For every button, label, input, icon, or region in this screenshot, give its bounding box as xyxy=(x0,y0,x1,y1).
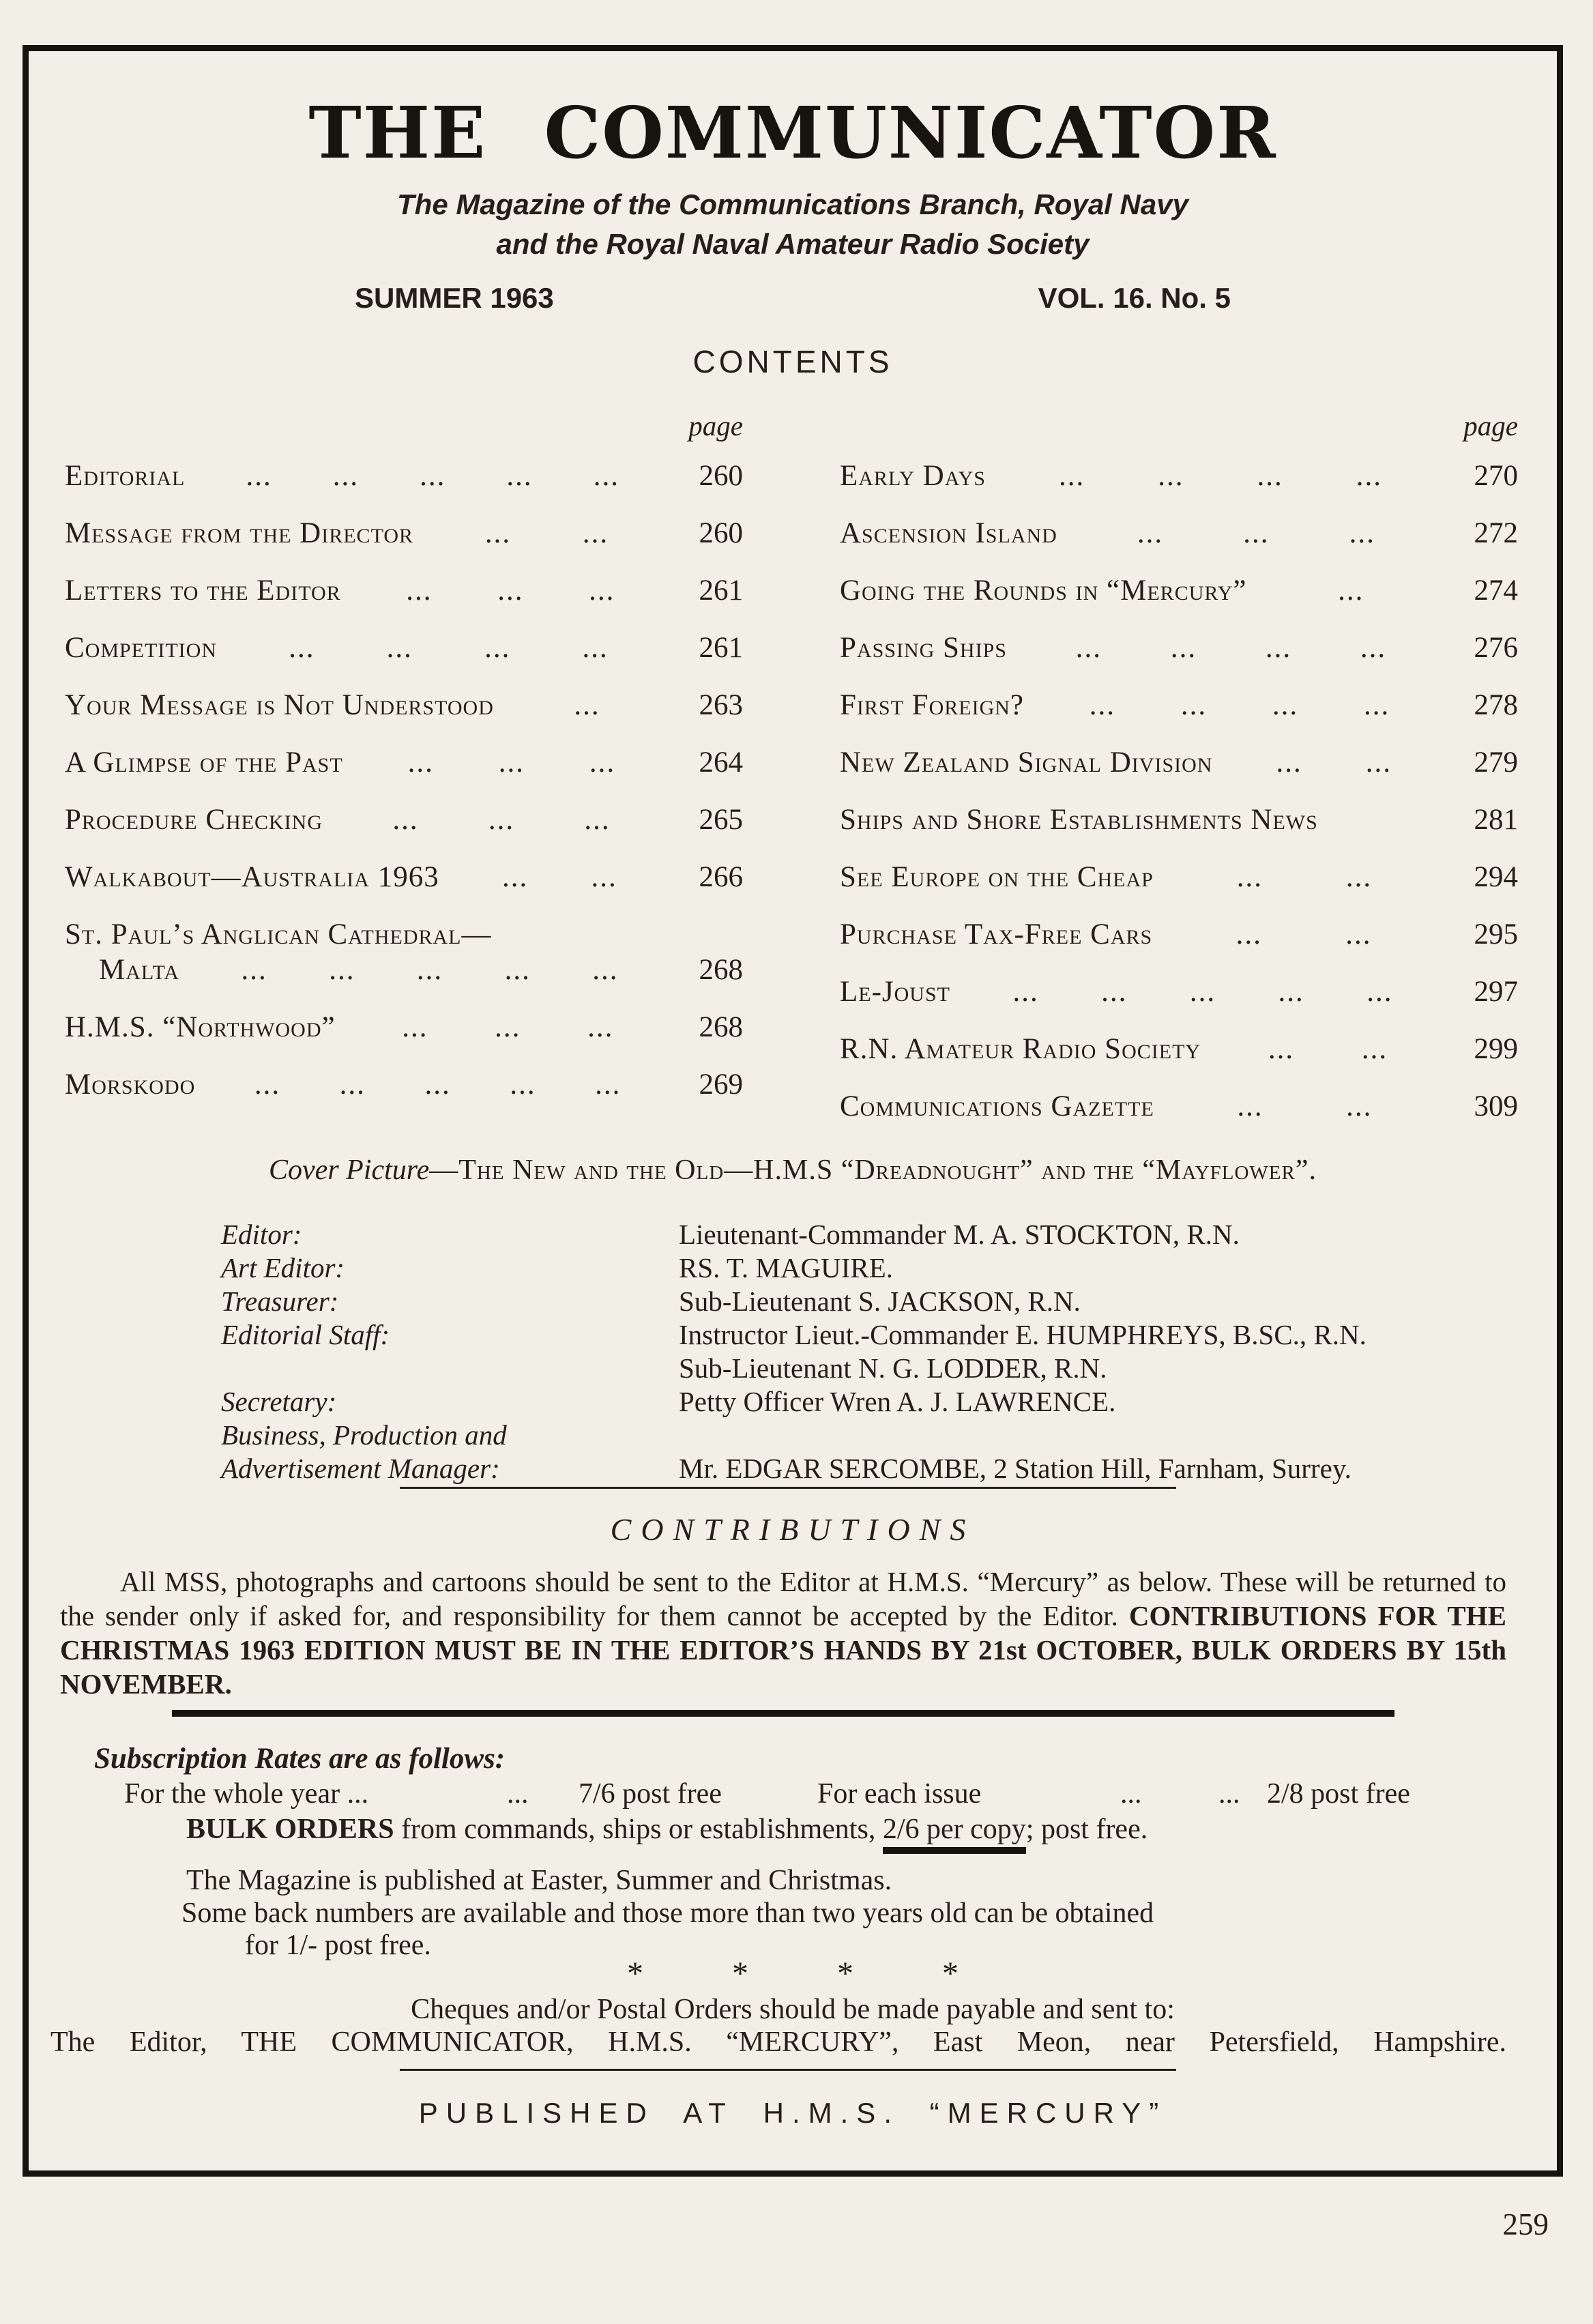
staff-role-label: Art Editor: xyxy=(221,1252,345,1283)
toc-entry xyxy=(840,577,1518,605)
staff-person-name: RS. T. MAGUIRE. xyxy=(679,1252,893,1283)
toc-entry xyxy=(840,1035,1518,1064)
toc-leader-dots: ... ... xyxy=(501,863,617,892)
toc-entry-page: 279 xyxy=(1474,746,1518,779)
toc-leader-dots: ... ... xyxy=(1276,749,1392,777)
toc-entry-page: 264 xyxy=(699,746,743,779)
leader-dots: ... xyxy=(1218,1778,1240,1810)
cover-picture-label: Cover Picture xyxy=(269,1154,430,1186)
toc-entry-title: Morskodo xyxy=(65,1069,196,1101)
contributions-text: All MSS, photographs and cartoons should be sent to the Editor at H.M.S. “Mercury” as below. These will be returned to the sender only if asked for, and responsibility for them cannot be accepted by the Editor. xyxy=(60,1566,1506,1631)
editor-address xyxy=(50,2026,1506,2059)
content-border-box xyxy=(23,45,1563,2177)
toc-leader-dots: ... ... ... ... ... xyxy=(246,462,619,491)
toc-entry xyxy=(840,691,1518,720)
toc-entry-title: A Glimpse of the Past xyxy=(65,746,343,779)
toc-entry xyxy=(840,634,1518,663)
toc-leader-dots: ... ... ... ... ... xyxy=(254,1071,622,1099)
toc-leader-dots: ... ... ... xyxy=(406,577,615,605)
toc-entry-page: 260 xyxy=(699,517,743,549)
back-numbers-line-1: Some back numbers are available and those more than two years old can be obtained xyxy=(181,1898,1154,1929)
staff-role-label: Advertisement Manager: xyxy=(221,1453,500,1484)
staff-person-name: Sub-Lieutenant S. JACKSON, R.N. xyxy=(679,1286,1081,1317)
toc-entry-page: 261 xyxy=(699,575,743,607)
toc-entry-page: 261 xyxy=(699,632,743,664)
subscription-rates-row xyxy=(29,1777,1557,1813)
staff-role-label: Treasurer: xyxy=(221,1286,339,1317)
toc-leader-dots: ... ... ... ... xyxy=(1089,691,1390,720)
staff-person-name: Lieutenant-Commander M. A. STOCKTON, R.N. xyxy=(679,1219,1240,1250)
toc-entry xyxy=(65,691,743,720)
bulk-orders-tail: ; post free. xyxy=(1025,1814,1148,1845)
contributions-heading: CONTRIBUTIONS xyxy=(610,1512,976,1547)
published-at-note: PUBLISHED AT H.M.S. “MERCURY” xyxy=(418,2097,1167,2129)
toc-entry-title: H.M.S. “Northwood” xyxy=(65,1011,336,1043)
toc-entry-title: See Europe on the Cheap xyxy=(840,861,1154,893)
contributions-deadline: CONTRIBUTIONS FOR THE CHRISTMAS 1963 EDITION MUST BE IN THE EDITOR’S HANDS BY 21st OCTOBER, BULK ORDERS BY 15th NOVEMBER. xyxy=(60,1600,1506,1700)
toc-entry-page: 281 xyxy=(1474,804,1518,836)
toc-entry xyxy=(65,920,743,949)
toc-entry-page: 268 xyxy=(699,1011,743,1043)
toc-entry xyxy=(840,978,1518,1006)
staff-row xyxy=(221,1352,1367,1385)
toc-leader-dots: ... ... xyxy=(1268,1035,1388,1064)
toc-entry xyxy=(65,462,743,491)
toc-entry-page: 295 xyxy=(1474,918,1518,950)
toc-leader-dots: ... ... xyxy=(1236,920,1372,949)
toc-entry xyxy=(65,746,743,779)
staff-role-label: Editorial Staff: xyxy=(221,1319,390,1350)
cover-picture-text: —The New and the Old—H.M.S “Dreadnought” and the “Mayflower”. xyxy=(429,1154,1317,1186)
cover-picture-note xyxy=(29,1154,1557,1187)
toc-entry xyxy=(65,956,743,985)
toc-entry xyxy=(65,1013,743,1042)
toc-entry xyxy=(65,519,743,548)
toc-entry-title: Walkabout—Australia 1963 xyxy=(65,861,439,893)
staff-role-label: Business, Production and xyxy=(221,1419,507,1451)
page-column-label: page xyxy=(1463,410,1518,441)
contributions-paragraph xyxy=(60,1565,1506,1701)
toc-leader-dots: ... ... ... xyxy=(407,749,616,777)
toc-entry-title: Communications Gazette xyxy=(840,1090,1154,1122)
staff-row xyxy=(221,1285,1367,1318)
staff-person-name: Sub-Lieutenant N. G. LODDER, R.N. xyxy=(679,1352,1107,1384)
toc-entry xyxy=(65,634,743,663)
toc-entry xyxy=(65,1071,743,1099)
magazine-subtitle xyxy=(29,185,1557,264)
toc-entry-page: 268 xyxy=(699,954,743,986)
staff-person-name: Mr. EDGAR SERCOMBE, 2 Station Hill, Farnham, Surrey. xyxy=(679,1453,1351,1484)
toc-entry-page: 270 xyxy=(1474,460,1518,492)
each-issue-label: For each issue xyxy=(817,1778,982,1810)
toc-leader-dots: ... xyxy=(574,691,600,720)
staff-row xyxy=(221,1318,1367,1352)
issue-date: SUMMER 1963 xyxy=(355,282,554,314)
toc-entry-page: 269 xyxy=(699,1069,743,1101)
toc-entry xyxy=(840,806,1518,834)
toc-entry xyxy=(840,920,1518,949)
toc-entry xyxy=(840,746,1518,779)
toc-leader-dots: ... ... ... xyxy=(402,1013,614,1042)
toc-entry-page: 299 xyxy=(1474,1033,1518,1065)
editor-address-text: The Editor, THE COMMUNICATOR, H.M.S. “MERCURY”, East Meon, near Petersfield, Hampshire. xyxy=(50,2027,1506,2058)
staff-row xyxy=(221,1419,1367,1452)
toc-entry-page: 260 xyxy=(699,460,743,492)
contents-heading: CONTENTS xyxy=(692,344,893,379)
toc-left-column xyxy=(65,411,743,1150)
toc-entry-title: Malta xyxy=(99,954,180,986)
staff-role-label: Editor: xyxy=(221,1219,302,1250)
toc-entry-page: 297 xyxy=(1474,976,1518,1008)
toc-entry-page: 309 xyxy=(1474,1090,1518,1122)
back-numbers-line-2: for 1/- post free. xyxy=(245,1930,431,1961)
toc-entry-page: 294 xyxy=(1474,861,1518,893)
toc-leader-dots: ... ... ... ... ... xyxy=(1012,978,1393,1006)
toc-entry-page: 272 xyxy=(1474,517,1518,549)
toc-entry-page: 274 xyxy=(1474,575,1518,607)
toc-entry-title: Competition xyxy=(65,632,217,664)
toc-entry-title: Your Message is Not Understood xyxy=(65,689,494,721)
toc-entry-title: Procedure Checking xyxy=(65,804,323,836)
toc-entry-page: 278 xyxy=(1474,689,1518,721)
bulk-orders-price: 2/6 per copy xyxy=(883,1814,1026,1854)
toc-entry-page: 276 xyxy=(1474,632,1518,664)
whole-year-price: 7/6 post free xyxy=(579,1778,722,1810)
toc-entry xyxy=(65,806,743,834)
staff-row xyxy=(221,1452,1367,1485)
toc-leader-dots: ... ... ... ... ... xyxy=(241,956,619,985)
toc-leader-dots: ... ... ... ... xyxy=(1075,634,1387,663)
leader-dots: ... xyxy=(1120,1778,1142,1810)
asterisk-separator: * * * * xyxy=(627,1956,959,1992)
toc-entry xyxy=(840,462,1518,491)
toc-leader-dots: ... ... xyxy=(1237,1092,1373,1121)
toc-leader-dots: ... ... ... xyxy=(392,806,611,834)
page-title: THE COMMUNICATOR xyxy=(308,91,1277,175)
staff-person-name: Petty Officer Wren A. J. LAWRENCE. xyxy=(679,1386,1116,1417)
page-number: 259 xyxy=(1502,2207,1549,2241)
toc-leader-dots: ... xyxy=(1338,577,1364,605)
subtitle-line-1: The Magazine of the Communications Branch, Royal Navy xyxy=(397,188,1188,220)
bulk-orders-label: BULK ORDERS xyxy=(186,1814,394,1845)
divider-rule xyxy=(400,1487,1176,1489)
toc-entry-title: Early Days xyxy=(840,460,986,492)
toc-entry-title: Ships and Shore Establishments News xyxy=(840,804,1318,836)
table-of-contents xyxy=(65,411,1518,1150)
toc-entry-title: New Zealand Signal Division xyxy=(840,746,1213,779)
toc-entry-title: St. Paul’s Anglican Cathedral— xyxy=(65,918,492,950)
subscription-intro: Subscription Rates are as follows: xyxy=(94,1743,506,1775)
toc-entry-page: 263 xyxy=(699,689,743,721)
toc-entry-title: First Foreign? xyxy=(840,689,1024,721)
whole-year-label: For the whole year ... xyxy=(124,1778,369,1810)
toc-entry xyxy=(65,577,743,605)
staff-row xyxy=(221,1251,1367,1285)
subtitle-line-2: and the Royal Naval Amateur Radio Society xyxy=(496,228,1090,260)
staff-role-label: Secretary: xyxy=(221,1386,337,1417)
toc-leader-dots: ... ... xyxy=(484,519,609,548)
toc-entry-title: Purchase Tax-Free Cars xyxy=(840,918,1153,950)
toc-leader-dots: ... ... ... ... xyxy=(1059,462,1382,491)
toc-entry-title: R.N. Amateur Radio Society xyxy=(840,1033,1201,1065)
toc-entry xyxy=(840,519,1518,548)
page-column-label: page xyxy=(688,410,743,441)
toc-entry-title: Ascension Island xyxy=(840,517,1057,549)
toc-entry xyxy=(840,1092,1518,1121)
toc-entry-page: 266 xyxy=(699,861,743,893)
issue-row xyxy=(29,282,1557,315)
toc-entry-title: Letters to the Editor xyxy=(65,575,341,607)
toc-entry xyxy=(840,863,1518,892)
volume-number: VOL. 16. No. 5 xyxy=(1038,282,1231,314)
each-issue-price: 2/8 post free xyxy=(1267,1778,1410,1810)
leader-dots: ... xyxy=(507,1778,529,1810)
toc-entry-title: Passing Ships xyxy=(840,632,1007,664)
cheques-note: Cheques and/or Postal Orders should be made payable and sent to: xyxy=(411,1994,1175,2025)
toc-entry-title: Going the Rounds in “Mercury” xyxy=(840,575,1247,607)
staff-row xyxy=(221,1218,1367,1251)
toc-entry xyxy=(65,863,743,892)
toc-right-column xyxy=(840,411,1518,1150)
staff-list xyxy=(221,1218,1367,1485)
toc-leader-dots: ... ... ... ... xyxy=(289,634,609,663)
thick-divider-rule xyxy=(172,1710,1394,1717)
toc-leader-dots: ... ... xyxy=(1236,863,1373,892)
staff-person-name: Instructor Lieut.-Commander E. HUMPHREYS, B.SC., R.N. xyxy=(679,1319,1367,1350)
publication-seasons-line: The Magazine is published at Easter, Summer and Christmas. xyxy=(186,1865,892,1896)
bulk-orders-line xyxy=(186,1813,1148,1846)
toc-entry-page: 265 xyxy=(699,804,743,836)
staff-row xyxy=(221,1385,1367,1419)
toc-entry-title: Le-Joust xyxy=(840,976,950,1008)
bulk-orders-text: from commands, ships or establishments, xyxy=(394,1814,883,1845)
divider-rule xyxy=(400,2069,1176,2071)
toc-entry-title: Message from the Director xyxy=(65,517,414,549)
toc-leader-dots: ... ... ... xyxy=(1137,519,1375,548)
toc-entry-title: Editorial xyxy=(65,460,186,492)
